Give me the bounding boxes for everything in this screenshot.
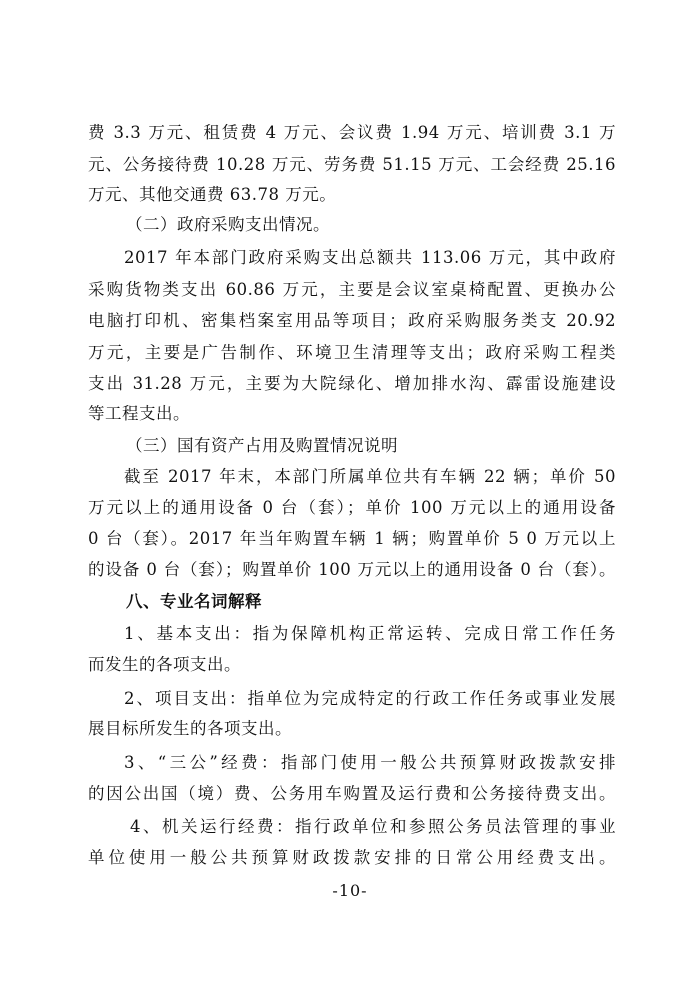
body-line: 2017 年本部门政府采购支出总额共 113.06 万元，其中政府 [124,248,616,267]
body-line: 电脑打印机、密集档案室用品等项目；政府采购服务类支 20.92 [88,311,616,330]
body-line: 采购货物类支出 60.86 万元，主要是会议室桌椅配置、更换办公 [88,280,616,299]
body-line: 支出 31.28 万元，主要为大院绿化、增加排水沟、霹雷设施建设 [88,374,616,393]
body-line: 万元，主要是广告制作、环境卫生清理等支出；政府采购工程类 [88,343,616,362]
body-line: 万元、其他交通费 63.78 万元。 [88,185,337,204]
definition-line: 4、机关运行经费：指行政单位和参照公务员法管理的事业 [130,817,616,836]
definition-line: 展目标所发生的各项支出。 [88,719,292,738]
body-line: 的设备 0 台（套）；购置单价 100 万元以上的通用设备 0 台（套）。 [88,560,616,579]
body-line: 万元以上的通用设备 0 台（套）；单价 100 万元以上的通用设备 [88,498,616,517]
body-line: 元、公务接待费 10.28 万元、劳务费 51.15 万元、工会经费 25.16 [88,155,616,174]
body-line: 0 台（套）。2017 年当年购置车辆 1 辆；购置单价 5 0 万元以上 [88,529,616,548]
section-heading: （三）国有资产占用及购置情况说明 [126,436,398,455]
body-line: 等工程支出。 [88,404,190,423]
page-number: -10- [332,881,368,900]
definition-line: 的因公出国（境）费、公务用车购置及运行费和公务接待费支出。 [88,784,616,803]
definition-line: 而发生的各项支出。 [88,655,241,674]
section-heading: 八、专业名词解释 [126,592,262,611]
body-line: 费 3.3 万元、租赁费 4 万元、会议费 1.94 万元、培训费 3.1 万 [88,123,616,142]
section-heading: （二）政府采购支出情况。 [126,215,330,234]
definition-line: 1、基本支出：指为保障机构正常运转、完成日常工作任务 [124,624,616,643]
definition-line: 单位使用一般公共预算财政拨款安排的日常公用经费支出。 [88,848,616,867]
body-line: 截至 2017 年末，本部门所属单位共有车辆 22 辆；单价 50 [124,467,616,486]
definition-line: 3、“三公”经费：指部门使用一般公共预算财政拨款安排 [124,753,616,772]
definition-line: 2、项目支出：指单位为完成特定的行政工作任务或事业发展 [124,689,616,708]
